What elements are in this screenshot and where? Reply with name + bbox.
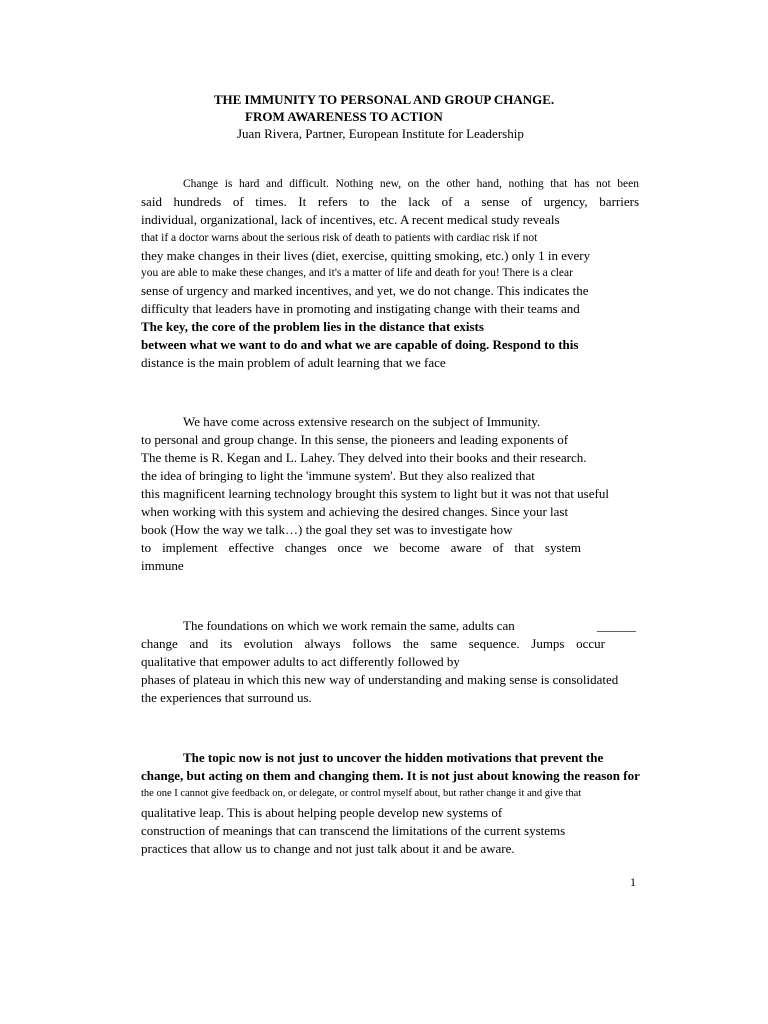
paragraph-line: phases of plateau in which this new way of understanding and making sense is consolidated xyxy=(141,672,619,687)
paragraph-line: the experiences that surround us. xyxy=(141,690,312,705)
paragraph-line: The foundations on which we work remain the same, adults can xyxy=(183,618,515,633)
paragraph-line: We have come across extensive research on the subject of Immunity. xyxy=(183,414,541,429)
paragraph-line: when working with this system and achieving the desired changes. Since your last xyxy=(141,504,569,519)
paragraph-line: change, but acting on them and changing them. It is not just about knowing the reason for xyxy=(141,768,640,783)
paragraph-line: distance is the main problem of adult learning that we face xyxy=(141,355,446,370)
paragraph-line: this magnificent learning technology brought this system to light but it was not that useful xyxy=(141,486,609,501)
blank-underline: ______ xyxy=(597,618,636,633)
paragraph-line: qualitative that empower adults to act differently followed by xyxy=(141,654,460,669)
paragraph-line: sense of urgency and marked incentives, and yet, we do not change. This indicates the xyxy=(141,283,589,298)
document-subtitle: FROM AWARENESS TO ACTION xyxy=(245,109,443,124)
paragraph-line: Change is hard and difficult. Nothing new, on the other hand, nothing that has not been xyxy=(183,178,639,190)
paragraph-line: qualitative leap. This is about helping people develop new systems of xyxy=(141,805,503,820)
paragraph-line: you are able to make these changes, and it's a matter of life and death for you! There is a clear xyxy=(141,267,573,279)
paragraph-line: practices that allow us to change and not just talk about it and be aware. xyxy=(141,841,515,856)
paragraph-line: said hundreds of times. It refers to the lack of a sense of urgency, barriers xyxy=(141,194,639,209)
paragraph-line: The theme is R. Kegan and L. Lahey. They delved into their books and their research. xyxy=(141,450,587,465)
paragraph-line: immune xyxy=(141,558,184,573)
paragraph-line: the one I cannot give feedback on, or delegate, or control myself about, but rather change it and give that xyxy=(141,788,582,799)
paragraph-line: book (How the way we talk…) the goal they set was to investigate how xyxy=(141,522,513,537)
paragraph-line: change and its evolution always follows the same sequence. Jumps occur xyxy=(141,636,605,651)
paragraph-line: between what we want to do and what we are capable of doing. Respond to this xyxy=(141,337,579,352)
paragraph-line: individual, organizational, lack of incentives, etc. A recent medical study reveals xyxy=(141,212,560,227)
paragraph-line: The key, the core of the problem lies in the distance that exists xyxy=(141,319,484,334)
paragraph-line: difficulty that leaders have in promoting and instigating change with their teams and xyxy=(141,301,580,316)
paragraph-line: that if a doctor warns about the serious risk of death to patients with cardiac risk if not xyxy=(141,232,538,244)
paragraph-line: they make changes in their lives (diet, exercise, quitting smoking, etc.) only 1 in every xyxy=(141,248,591,263)
paragraph-line: the idea of bringing to light the 'immune system'. But they also realized that xyxy=(141,468,535,483)
page-number: 1 xyxy=(630,875,636,889)
paragraph-line: to implement effective changes once we become aware of that system xyxy=(141,540,581,555)
document-author: Juan Rivera, Partner, European Institute for Leadership xyxy=(237,126,524,141)
paragraph-line: The topic now is not just to uncover the hidden motivations that prevent the xyxy=(183,750,604,765)
paragraph-line: to personal and group change. In this sense, the pioneers and leading exponents of xyxy=(141,432,569,447)
document-title: THE IMMUNITY TO PERSONAL AND GROUP CHANGE. xyxy=(213,92,555,107)
paragraph-line: construction of meanings that can transcend the limitations of the current systems xyxy=(141,823,566,838)
